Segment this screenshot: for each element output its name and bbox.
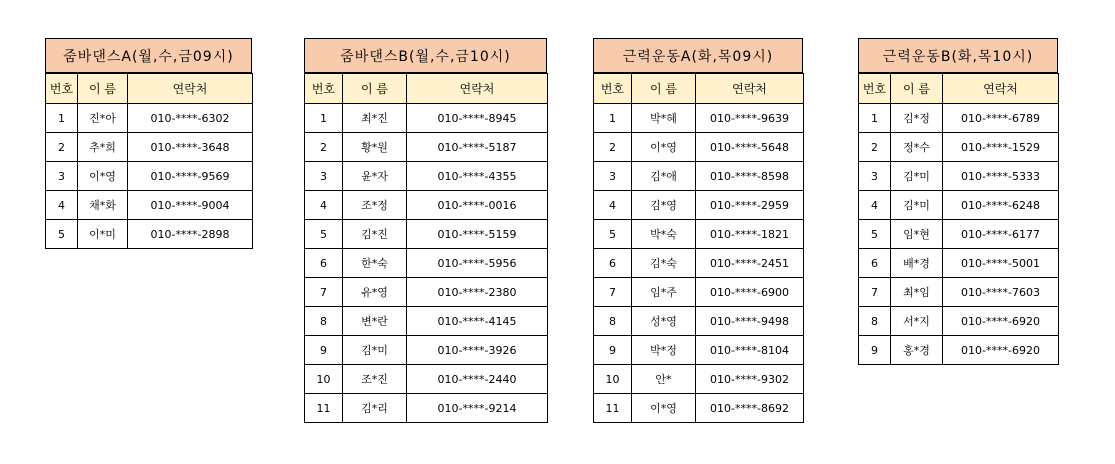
cell-num: 8 [305,307,343,336]
header-contact: 연락처 [128,74,253,104]
table-row [305,394,548,423]
header-row [46,74,253,104]
cell-contact: 010-****-9214 [407,394,548,423]
cell-name: 박*숙 [632,220,696,249]
cell-contact: 010-****-9639 [696,104,804,133]
class-table-zumba-b [304,38,548,423]
cell-name: 이*영 [78,162,128,191]
cell-num: 3 [305,162,343,191]
cell-num: 5 [46,220,78,249]
cell-name: 임*주 [632,278,696,307]
cell-name: 김*숙 [632,249,696,278]
table-row [305,191,548,220]
cell-num: 9 [594,336,632,365]
cell-num: 8 [594,307,632,336]
cell-name: 채*화 [78,191,128,220]
table-row [859,191,1059,220]
header-name: 이 름 [891,74,943,104]
cell-num: 1 [594,104,632,133]
cell-num: 7 [305,278,343,307]
roster-table [304,73,548,423]
header-name: 이 름 [343,74,407,104]
cell-name: 최*진 [343,104,407,133]
cell-contact: 010-****-2959 [696,191,804,220]
cell-name: 배*경 [891,249,943,278]
cell-contact: 010-****-4355 [407,162,548,191]
cell-num: 2 [46,133,78,162]
cell-name: 김*진 [343,220,407,249]
cell-name: 한*숙 [343,249,407,278]
cell-contact: 010-****-9498 [696,307,804,336]
cell-contact: 010-****-5159 [407,220,548,249]
table-row [594,394,804,423]
rows [859,104,1059,365]
table-row [859,336,1059,365]
rows [46,104,253,249]
cell-contact: 010-****-5648 [696,133,804,162]
table-row [859,104,1059,133]
roster-table [45,73,253,249]
header-contact: 연락처 [696,74,804,104]
cell-contact: 010-****-1529 [943,133,1059,162]
cell-num: 5 [859,220,891,249]
cell-name: 서*지 [891,307,943,336]
cell-contact: 010-****-5333 [943,162,1059,191]
cell-name: 김*정 [891,104,943,133]
cell-name: 김*미 [891,162,943,191]
cell-num: 3 [859,162,891,191]
cell-num: 11 [305,394,343,423]
table-row [46,162,253,191]
cell-num: 10 [305,365,343,394]
cell-num: 4 [594,191,632,220]
cell-name: 김*미 [891,191,943,220]
table-row [594,278,804,307]
cell-name: 조*진 [343,365,407,394]
table-row [305,220,548,249]
cell-contact: 010-****-8692 [696,394,804,423]
cell-num: 6 [859,249,891,278]
header-contact: 연락처 [943,74,1059,104]
header-row [859,74,1059,104]
cell-contact: 010-****-6920 [943,336,1059,365]
cell-num: 4 [859,191,891,220]
header-row [594,74,804,104]
table-title: 근력운동B(화,목10시) [858,38,1058,73]
table-row [594,162,804,191]
cell-contact: 010-****-6248 [943,191,1059,220]
table-row [46,133,253,162]
cell-contact: 010-****-9302 [696,365,804,394]
cell-num: 10 [594,365,632,394]
cell-contact: 010-****-6789 [943,104,1059,133]
table-row [305,162,548,191]
cell-contact: 010-****-8598 [696,162,804,191]
cell-name: 진*아 [78,104,128,133]
cell-contact: 010-****-3648 [128,133,253,162]
table-row [594,220,804,249]
table-title: 줌바댄스A(월,수,금09시) [45,38,252,73]
header-row [305,74,548,104]
class-table-strength-b [858,38,1059,365]
cell-name: 김*영 [632,191,696,220]
cell-contact: 010-****-2440 [407,365,548,394]
cell-contact: 010-****-3926 [407,336,548,365]
cell-name: 조*정 [343,191,407,220]
header-name: 이 름 [78,74,128,104]
table-row [46,191,253,220]
cell-num: 5 [305,220,343,249]
cell-num: 3 [594,162,632,191]
cell-num: 1 [46,104,78,133]
table-row [305,307,548,336]
cell-num: 2 [594,133,632,162]
cell-contact: 010-****-4145 [407,307,548,336]
cell-name: 이*영 [632,394,696,423]
cell-contact: 010-****-6302 [128,104,253,133]
cell-name: 유*영 [343,278,407,307]
rows [305,104,548,423]
table-row [594,133,804,162]
table-row [594,249,804,278]
cell-num: 1 [859,104,891,133]
cell-name: 임*현 [891,220,943,249]
table-row [46,220,253,249]
cell-contact: 010-****-5001 [943,249,1059,278]
table-row [594,191,804,220]
header-name: 이 름 [632,74,696,104]
cell-contact: 010-****-9569 [128,162,253,191]
cell-name: 박*정 [632,336,696,365]
cell-name: 박*혜 [632,104,696,133]
cell-name: 이*미 [78,220,128,249]
cell-num: 9 [305,336,343,365]
cell-name: 김*미 [343,336,407,365]
class-table-zumba-a [45,38,253,249]
cell-num: 4 [46,191,78,220]
cell-num: 6 [305,249,343,278]
cell-name: 김*리 [343,394,407,423]
cell-contact: 010-****-2898 [128,220,253,249]
cell-contact: 010-****-6920 [943,307,1059,336]
table-row [859,307,1059,336]
rows [594,104,804,423]
cell-contact: 010-****-6177 [943,220,1059,249]
table-row [594,336,804,365]
cell-contact: 010-****-9004 [128,191,253,220]
roster-table [858,73,1059,365]
cell-name: 황*원 [343,133,407,162]
table-row [859,133,1059,162]
table-row [859,220,1059,249]
table-row [305,249,548,278]
cell-contact: 010-****-5187 [407,133,548,162]
table-row [305,133,548,162]
cell-name: 정*수 [891,133,943,162]
cell-num: 3 [46,162,78,191]
cell-num: 7 [859,278,891,307]
cell-num: 1 [305,104,343,133]
table-row [859,249,1059,278]
cell-num: 2 [305,133,343,162]
table-row [305,104,548,133]
header-num: 번호 [305,74,343,104]
table-row [594,365,804,394]
cell-num: 4 [305,191,343,220]
table-row [859,278,1059,307]
cell-num: 7 [594,278,632,307]
cell-contact: 010-****-2380 [407,278,548,307]
cell-name: 이*영 [632,133,696,162]
header-num: 번호 [859,74,891,104]
cell-num: 2 [859,133,891,162]
table-title: 줌바댄스B(월,수,금10시) [304,38,547,73]
cell-contact: 010-****-0016 [407,191,548,220]
table-row [305,278,548,307]
cell-contact: 010-****-7603 [943,278,1059,307]
header-num: 번호 [46,74,78,104]
cell-num: 9 [859,336,891,365]
cell-name: 추*희 [78,133,128,162]
cell-name: 홍*경 [891,336,943,365]
cell-contact: 010-****-8104 [696,336,804,365]
cell-num: 6 [594,249,632,278]
roster-table [593,73,804,423]
table-row [46,104,253,133]
cell-num: 5 [594,220,632,249]
cell-name: 안* [632,365,696,394]
cell-contact: 010-****-8945 [407,104,548,133]
class-table-strength-a [593,38,804,423]
header-num: 번호 [594,74,632,104]
cell-name: 최*임 [891,278,943,307]
cell-num: 8 [859,307,891,336]
cell-contact: 010-****-6900 [696,278,804,307]
table-row [594,104,804,133]
table-title: 근력운동A(화,목09시) [593,38,803,73]
cell-contact: 010-****-5956 [407,249,548,278]
table-row [859,162,1059,191]
table-row [594,307,804,336]
cell-contact: 010-****-1821 [696,220,804,249]
cell-name: 성*영 [632,307,696,336]
cell-name: 윤*자 [343,162,407,191]
table-row [305,336,548,365]
cell-contact: 010-****-2451 [696,249,804,278]
table-row [305,365,548,394]
header-contact: 연락처 [407,74,548,104]
cell-num: 11 [594,394,632,423]
cell-name: 변*란 [343,307,407,336]
cell-name: 김*애 [632,162,696,191]
